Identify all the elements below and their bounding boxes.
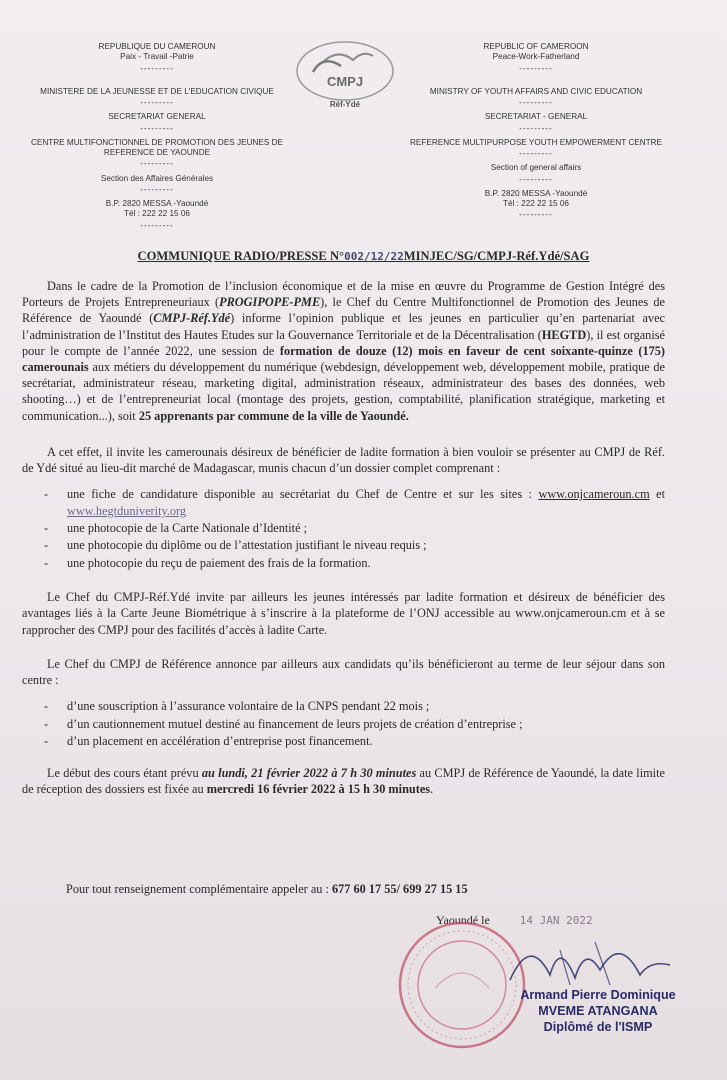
contact-phones: 677 60 17 55/ 699 27 15 15 xyxy=(332,882,468,896)
country-fr: REPUBLIQUE DU CAMEROUN xyxy=(98,42,216,51)
list-item: - d’un placement en accélération d’entreprise post financement. xyxy=(22,733,665,749)
separator: --------- xyxy=(140,159,174,169)
para5-bold-start: au lundi, 21 février 2022 à 7 h 30 minutes xyxy=(201,765,417,780)
address-en: B.P. 2820 MESSA -Yaoundé xyxy=(484,188,588,198)
centre-fr-line2: REFERENCE DE YAOUNDE xyxy=(103,148,211,157)
cmpj-logo xyxy=(293,40,397,102)
ministry-en: MINISTRY OF YOUTH AFFAIRS AND CIVIC EDUCATION xyxy=(429,86,643,96)
para1-text: ) informe l’opinion publique et les jeunes en particulier qu’en partenariat avec l’administration de l’Institut des Hautes Etudes sur la Gouvernance Territoriale et de la Décentralisation ( xyxy=(22,311,665,342)
contact-label: Pour tout renseignement complémentaire appeler au : xyxy=(66,882,332,896)
separator: --------- xyxy=(140,184,174,194)
list-item-text: une fiche de candidature disponible au secrétariat du Chef de Centre et sur les sites : xyxy=(67,487,539,502)
centre-en: REFERENCE MULTIPURPOSE YOUTH EMPOWERMENT CENTRE xyxy=(409,137,663,147)
para1-bold-progipope: PROGIPOPE-PME xyxy=(219,295,321,310)
centre-fr-line1: CENTRE MULTIFONCTIONNEL DE PROMOTION DES JEUNES DE xyxy=(30,137,283,147)
paragraph-3: Le Chef du CMPJ-Réf.Ydé invite par ailleurs les jeunes intéressés par ladite formation et désireux de bénéficier des avantages liés à la Carte Jeune Biométrique à s’inscrire à la plateforme de l’ONJ accessible au www.onjcameroun.cm et à se rapprocher des CMPJ pour des facilités d’accès à ladite Carte. xyxy=(22,590,665,637)
paragraph-1 xyxy=(22,278,665,424)
signer-block xyxy=(508,987,688,1035)
para1-bold-hegtd: HEGTD xyxy=(541,327,587,342)
para1-text: ), le Chef du Centre Multifonctionnel de Promotion des Jeunes de Référence de Yaoundé ( xyxy=(22,295,665,326)
para1-bold-formation: formation de douze (12) mois en faveur de cent soixante-quinze (175) camerounais xyxy=(22,343,665,375)
list-item: - d’une souscription à l’assurance volontaire de la CNPS pendant 22 mois ; xyxy=(22,698,665,714)
paragraph-5 xyxy=(22,765,665,797)
logo-subtitle: Réf-Ydé xyxy=(329,100,361,109)
title-prefix: COMMUNIQUE RADIO/PRESSE N° xyxy=(137,249,345,263)
list-item xyxy=(22,486,665,519)
signature xyxy=(500,930,680,990)
date-stamp: 14 JAN 2022 xyxy=(519,914,593,927)
communique-body xyxy=(22,278,665,797)
separator: --------- xyxy=(519,63,553,73)
section-fr: Section des Affaires Générales xyxy=(100,173,214,183)
link-hegtd[interactable]: www.hegtduniverity.org xyxy=(67,503,187,518)
header-right xyxy=(398,42,674,225)
para5-text: au CMPJ de Référence de Yaoundé, la date limite de réception des dossiers est fixée au xyxy=(22,765,665,796)
handwritten-number: 002/12/22 xyxy=(344,250,404,263)
paragraph-4: Le Chef du CMPJ de Référence annonce par ailleurs aux candidats qu’ils bénéficieront au terme de leur séjour dans son centre : xyxy=(22,656,665,688)
secretariat-en: SECRETARIAT - GENERAL xyxy=(484,112,588,122)
phone-fr: Tél : 222 22 15 06 xyxy=(123,209,190,219)
address-fr: B.P. 2820 MESSA -Yaoundé xyxy=(105,199,209,208)
para1-bold-apprenants: 25 apprenants par commune de la ville de Yaoundé. xyxy=(138,408,409,423)
separator: --------- xyxy=(519,123,553,133)
contact-line xyxy=(66,882,468,897)
para5-text: Le début des cours étant prévu xyxy=(47,765,202,780)
separator: --------- xyxy=(140,123,174,133)
secretariat-fr: SECRETARIAT GENERAL xyxy=(108,112,206,122)
para5-bold-deadline: mercredi 16 février 2022 à 15 h 30 minutes xyxy=(206,781,431,796)
para1-text: Dans le cadre de la Promotion de l’inclusion économique et de la mise en œuvre du Programme de Gestion Intégré des Porteurs de Projets Entrepreneuriaux ( xyxy=(22,279,665,310)
separator: --------- xyxy=(140,63,174,73)
list-item: - une photocopie du diplôme ou de l’attestation justifiant le niveau requis ; xyxy=(22,537,665,553)
separator: --------- xyxy=(140,98,174,107)
paragraph-2: A cet effet, il invite les camerounais désireux de bénéficier de ladite formation à bien vouloir se présenter au CMPJ de Réf. de Ydé situé au lieu-dit marché de Madagascar, munis chacun d’un dossier complet comprenant : xyxy=(22,444,665,476)
list-item: - d’un cautionnement mutuel destiné au financement de leurs projets de création d’entreprise ; xyxy=(22,716,665,732)
section-en: Section of general affairs xyxy=(490,163,582,173)
signer-name-2: MVEME ATANGANA xyxy=(538,1004,658,1018)
separator: --------- xyxy=(519,210,553,220)
signer-name-1: Armand Pierre Dominique xyxy=(520,988,676,1002)
list-item: - une photocopie du reçu de paiement des frais de la formation. xyxy=(22,555,665,571)
separator: --------- xyxy=(519,98,553,107)
benefits-list xyxy=(22,698,665,749)
logo-text: CMPJ xyxy=(326,74,364,89)
ministry-fr: MINISTERE DE LA JEUNESSE ET DE L'EDUCATION CIVIQUE xyxy=(40,86,274,96)
separator: --------- xyxy=(140,220,174,230)
communique-title xyxy=(0,249,727,264)
separator: --------- xyxy=(519,149,553,158)
place: Yaoundé le xyxy=(436,913,490,927)
header-left xyxy=(22,42,292,235)
title-suffix: MINJEC/SG/CMPJ-Réf.Ydé/SAG xyxy=(403,249,590,263)
country-en: REPUBLIC OF CAMEROON xyxy=(483,42,589,51)
para5-text: . xyxy=(430,781,434,796)
dossier-list xyxy=(22,486,665,571)
para1-bold-cmpj: CMPJ-Réf.Ydé xyxy=(153,311,231,326)
para1-text: ), il est organisé pour le compte de l’année 2022, une session de xyxy=(22,327,665,358)
separator: --------- xyxy=(519,174,553,184)
para1-text: aux métiers du développement du numérique (webdesign, développement web, développement mobile, pratique de secrétariat, administrateur réseau, marketing digital, administration réseaux, administrateur des bases des données, web shooting…) et de l’entrepreneuriat local (montage des projets, gestion, comptabilité, planification stratégique, marketing et communication...), soit xyxy=(22,360,665,423)
signer-title: Diplômé de l'ISMP xyxy=(543,1020,653,1034)
list-item-text: et xyxy=(649,487,665,502)
list-item: - une photocopie de la Carte Nationale d’Identité ; xyxy=(22,520,665,536)
motto-en: Peace-Work-Fatherland xyxy=(492,52,580,62)
link-onj[interactable]: www.onjcameroun.cm xyxy=(538,487,650,502)
motto-fr: Paix - Travail -Patrie xyxy=(120,52,194,62)
phone-en: Tél : 222 22 15 06 xyxy=(502,199,569,208)
